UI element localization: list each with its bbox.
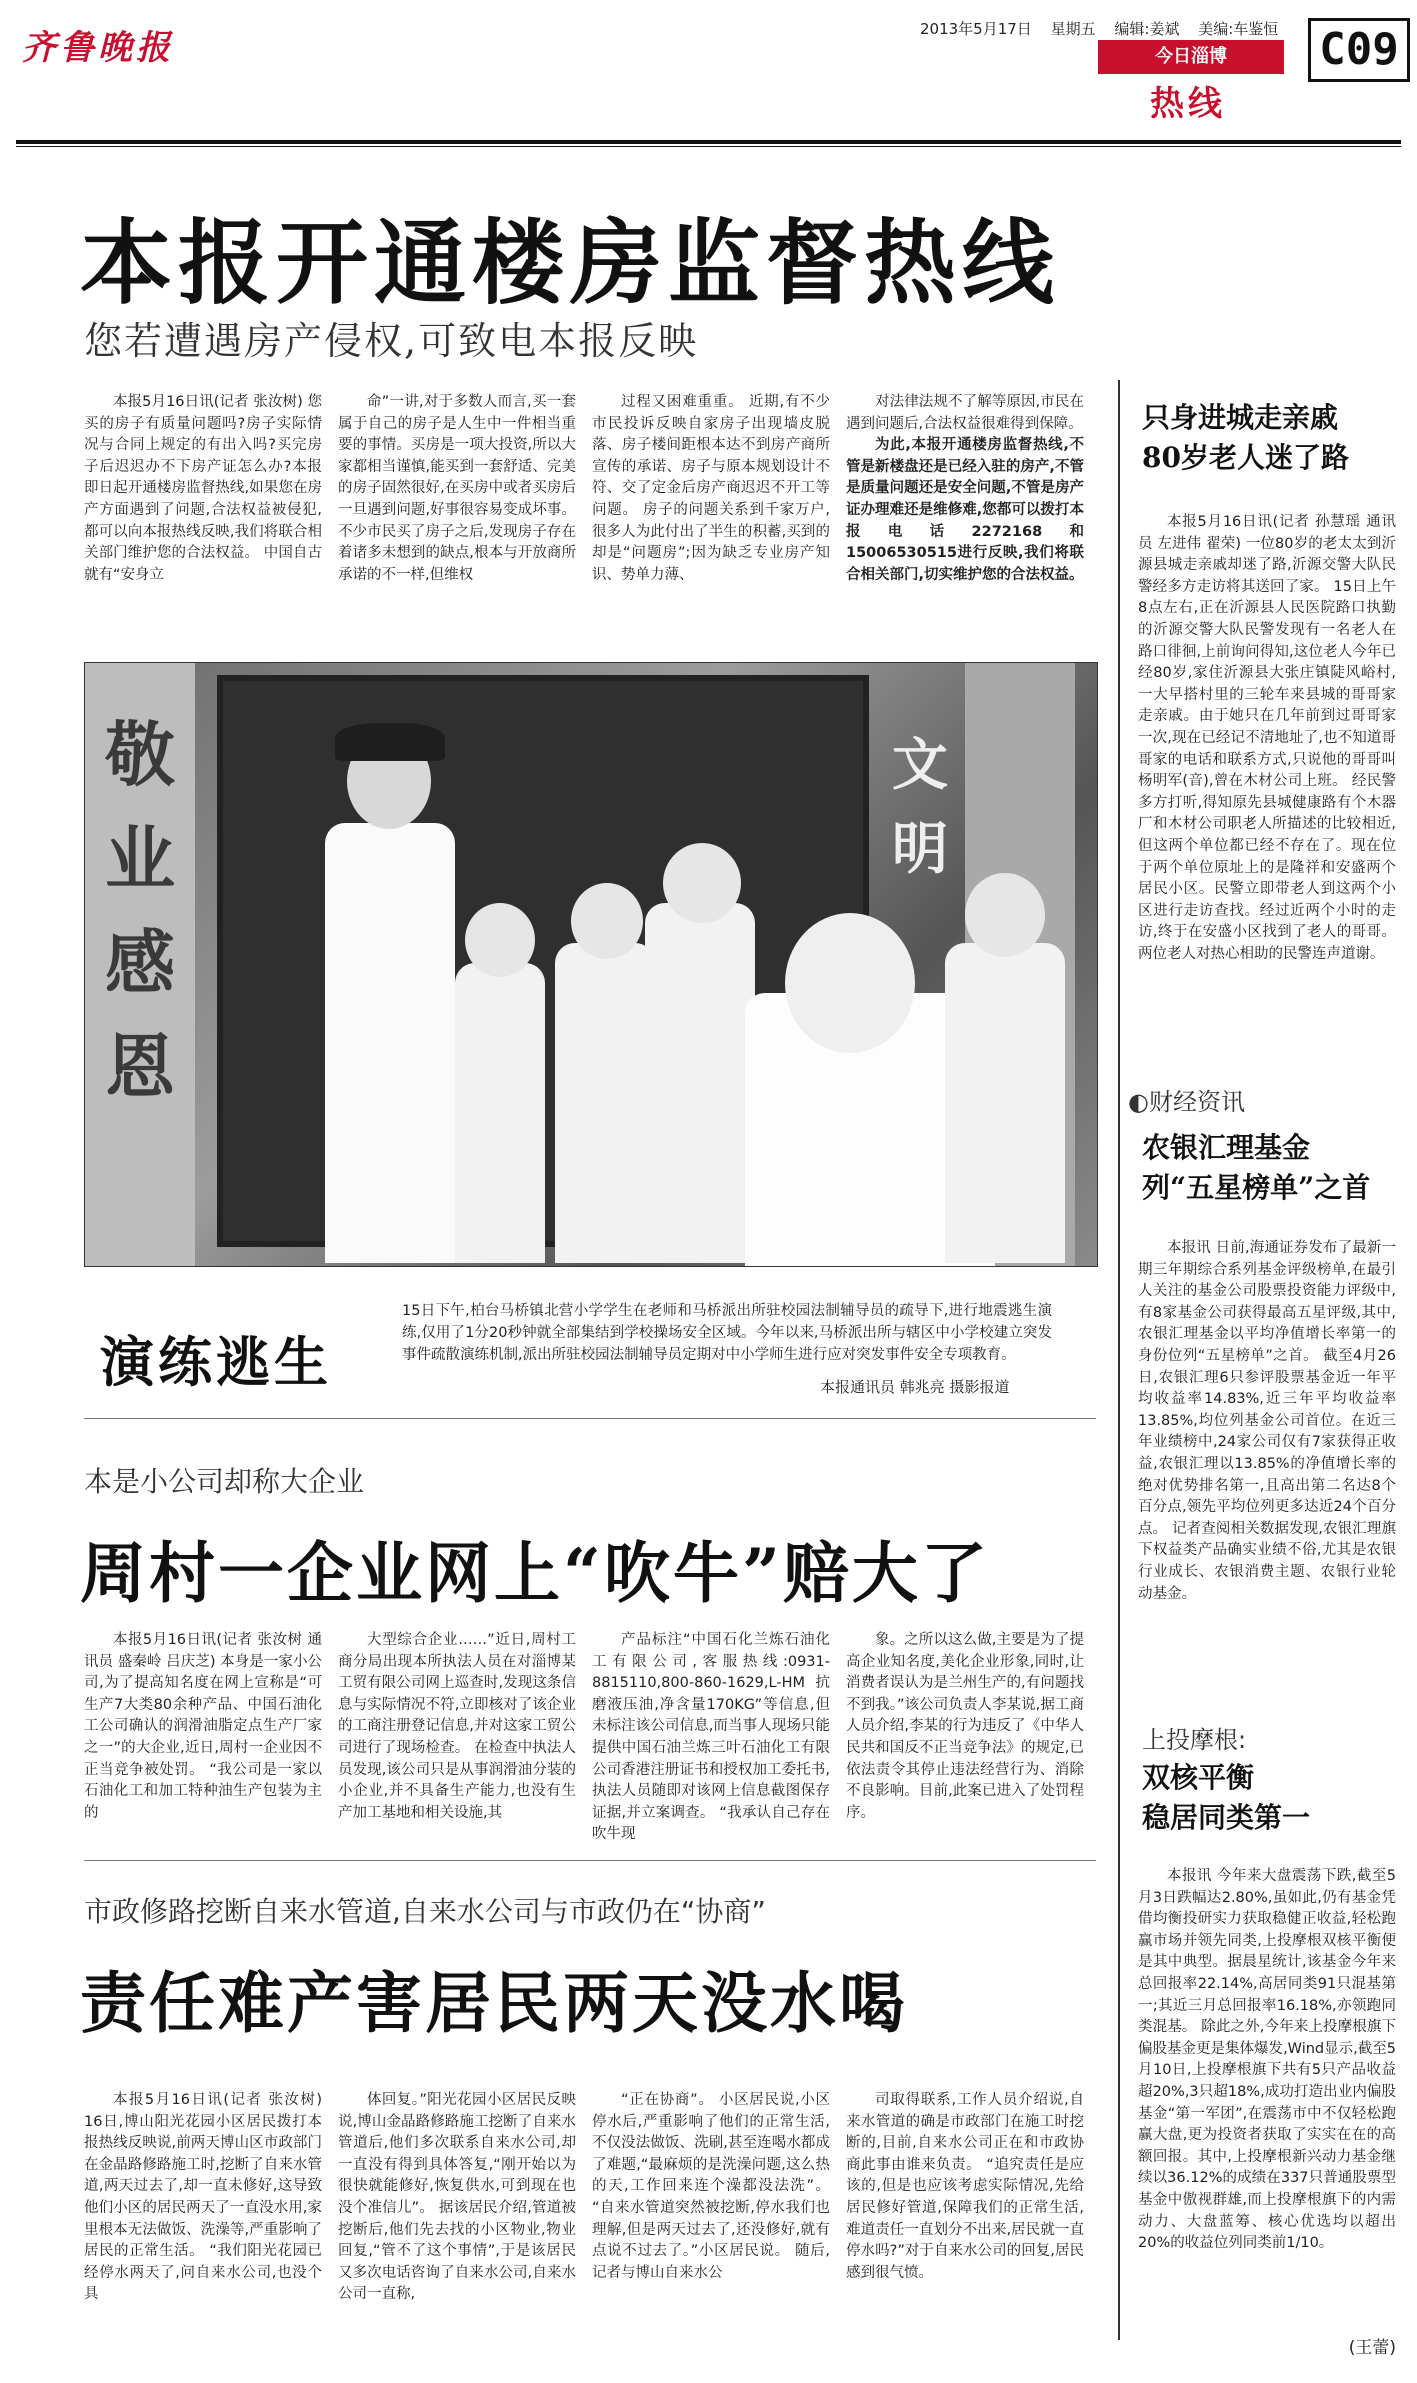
photo-child-body-2 (555, 943, 655, 1263)
sidebar-finance-kicker: ◐财经资讯 (1128, 1088, 1245, 1116)
photo-child-body-3 (645, 903, 755, 1263)
photo-caption-title: 演练逃生 (100, 1330, 332, 1394)
lead-column-2: 命”一讲,对于多数人而言,买一套属于自己的房子是人生中一件相当重要的事情。买房是一项大投资,所以大家都相当谨慎,能买到一套舒适、完美的房子固然很好,在买房中或者买房后一旦遇到问题,好事很容易变成坏事。不少市民买了房子之后,发现房子存在着诸多未想到的缺点,根本与开放商所承诺的不一样,但维权 (338, 394, 576, 583)
header-rule (16, 140, 1401, 144)
sidebar-divider (1118, 380, 1120, 2340)
story3-column-1: 本报5月16日讯(记者 张汝树) 16日,博山阳光花园小区居民拨打本报热线反映说,前两天博山区市政部门在金晶路修路施工时,挖断了自来水管道,两天过去了,却一直未修好,这导致他们小区的居民两天了一直没水用,家里根本无法做饭、洗澡等,严重影响了居民的正常生活。 “我们阳光花园已经停水两天了,问自来水公司,也没个具 (84, 2092, 322, 2303)
story3-headline: 责任难产害居民两天没水喝 (80, 1964, 908, 2042)
story3-column-3: “正在协商”。 小区居民说,小区停水后,严重影响了他们的正常生活,不仅没法做饭、洗刷,甚至连喝水都成了难题,“最麻烦的是洗澡问题,这么热的天,工作回来连个澡都没法洗”。 “自来水管道突然被挖断,停水我们也理解,但是两天过去了,还没修好,就有点说不过去了。”小区居民说。 随后,记者与博山自来水公 (592, 2092, 830, 2281)
photo-child-body-1 (455, 963, 545, 1263)
header-rule-thin (16, 146, 1401, 147)
sidebar-story2-text: 本报讯 日前,海通证券发布了最新一期三年期综合系列基金评级榜单,在最引人关注的基金公司股票投资能力评级中,有8家基金公司获得最高五星评级,其中,农银汇理基金以平均净值增长率第一的身份位列“五星榜单”之首。 截至4月26日,农银汇理6只参评股票基金近一年平均收益率14.83%,近三年平均收益率13.85%,均位列基金公司首位。在近三年业绩榜中,24家公司仅有7家获得正收益,农银汇理以13.85%的净值增长率的绝对优势排名第一,且高出第二名达8个百分点,领先平均位列更多达近24个百分点。 记者查阅相关数据发现,农银汇理旗下权益类产品确实业绩不俗,尤其是农银行业成长、农银消费主题、农银行业轮动基金。 (1138, 1240, 1396, 1602)
section-divider-1 (84, 1418, 1096, 1419)
sidebar-story3-title: 双核平衡 稳居同类第一 (1142, 1761, 1311, 1834)
photo-child-front-head (785, 913, 915, 1053)
photo-evacuation-drill (84, 662, 1098, 1267)
header-meta (920, 18, 1292, 39)
photo-sign-left: 敬业感恩 (105, 713, 175, 1108)
sidebar-story3-credit: (王蕾) (1348, 2338, 1396, 2358)
lead-column-4: 对法律法规不了解等原因,市民在遇到问题后,合法权益很难得到保障。 为此,本报开通楼房监督热线,不管是新楼盘还是已经入驻的房产,不管是质量问题还是安全问题,不管是房产证办理难还是维修难,您都可以拨打本报电话2272168和15006530515进行反映,我们将联合相关部门,切实维护您的合法权益。 (846, 394, 1084, 583)
issue-weekday: 星期五 (1050, 20, 1096, 38)
designer-credit: 美编:车鉴恒 (1198, 20, 1279, 38)
photo-officer-cap (335, 723, 445, 761)
sidebar-story1-text: 本报5月16日讯(记者 孙慧瑶 通讯员 左进伟 翟荣) 一位80岁的老太太到沂源县城走亲戚却迷了路,沂源交警大队民警经多方走访将其送回了家。 15日上午8点左右,正在沂源县人民医院路口执勤的沂源交警大队民警发现有一名老人在路口徘徊,上前询问得知,这位老人今年已经80岁,家住沂源县大张庄镇陡风峪村,一大早搭村里的三轮车来县城的哥哥家走亲戚。由于她只在几年前到过哥哥家一次,现在已经记不清地址了,也不知道哥哥家的电话和联系方式,只说他的哥哥叫杨明军(音),曾在木材公司上班。 经民警多方打听,得知原先县城健康路有个木器厂和木材公司职老人所描述的比较相近,但这两个单位都已经不存在了。现在位于两个单位原址上的是隆祥和安盛两个居民小区。民警立即带老人到这两个小区进行走访查找。经过近两个小时的走访,终于在安盛小区找到了老人的哥哥。两位老人对热心相助的民警连声道谢。 (1138, 514, 1396, 962)
lead-headline: 本报开通楼房监督热线 (80, 209, 1061, 317)
masthead-logo: 齐鲁晚报 (22, 28, 174, 68)
story3-column-2: 体回复。”阳光花园小区居民反映说,博山金晶路修路施工挖断了自来水管道后,他们多次联系自来水公司,却一直没有得到具体答复,“刚开始以为很快就能修好,恢复供水,可到现在也没个准信儿”。 据该居民介绍,管道被挖断后,他们先去找的小区物业,物业回复,“管不了这个事情”,于是该居民又多次电话咨询了自来水公司,自来水公司一直称, (338, 2092, 576, 2303)
lead-column-1: 本报5月16日讯(记者 张汝树) 您买的房子有质量问题吗?房子实际情况与合同上规定的有出入吗?买完房子后迟迟办不下房产证怎么办?本报即日起开通楼房监督热线,如果您在房产方面遇到了问题,合法权益被侵犯,都可以向本报热线反映,我们将联合相关部门维护您的合法权益。 中国自古就有“安身立 (84, 394, 322, 583)
editor-credit: 编辑:姜斌 (1114, 20, 1180, 38)
story2-headline: 周村一企业网上“吹牛”赔大了 (80, 1534, 990, 1612)
issue-date: 2013年5月17日 (920, 20, 1032, 38)
section-box: 今日淄博 (1098, 40, 1284, 74)
page-number: C09 (1308, 18, 1410, 82)
photo-officer-body (325, 823, 455, 1263)
story3-kicker: 市政修路挖断自来水管道,自来水公司与市政仍在“协商” (84, 1895, 766, 1928)
sidebar-story3-kicker: 上投摩根: (1142, 1726, 1247, 1754)
photo-child-head-4 (965, 873, 1045, 957)
story2-column-4: 象。之所以这么做,主要是为了提高企业知名度,美化企业形象,同时,让消费者误认为是兰州生产的,有问题找不到我。”该公司负责人李某说,据工商人员介绍,李某的行为违反了《中华人民共和国反不正当竞争法》的规定,已依法责令其停止违法经营行为、消除不良影响。目前,此案已进入了处罚程序。 (846, 1632, 1084, 1821)
section-divider-2 (84, 1860, 1096, 1861)
photo-sign-right: 文明 (892, 732, 948, 882)
story2-kicker: 本是小公司却称大企业 (84, 1465, 365, 1498)
story2-column-3: 产品标注“中国石化兰炼石油化工有限公司,客服热线:0931-8815110,800-860-1629,L-HM抗磨液压油,净含量170KG”等信息,但未标注该公司信息,而当事人现场只能提供中国石油兰炼三叶石油化工有限公司香港注册证书和授权加工委托书,执法人员随即对该网上信息截图保存证据,并立案调查。 “我承认自己存在吹牛现 (592, 1632, 830, 1843)
photo-child-head-1 (465, 903, 535, 977)
lead-subheadline: 您若遭遇房产侵权,可致电本报反映 (84, 319, 699, 363)
sidebar-story2-title: 农银汇理基金 列“五星榜单”之首 (1142, 1131, 1371, 1204)
photo-child-head-3 (663, 843, 741, 923)
photo-credit: 本报通讯员 韩兆亮 摄影报道 (820, 1378, 1010, 1396)
story2-column-1: 本报5月16日讯(记者 张汝树 通讯员 盛秦岭 吕庆芝) 本身是一家小公司,为了提高知名度在网上宣称是“可生产7大类80余种产品、中国石油化工公司确认的润滑油脂定点生产厂家之一”的大企业,近日,周村一企业因不正当竞争被处罚。 “我公司是一家以石油化工和加工特种油生产包装为主的 (84, 1632, 322, 1821)
story2-column-2: 大型综合企业……”近日,周村工商分局出现本所执法人员在对淄博某工贸有限公司网上巡查时,发现这条信息与实际情况不符,立即核对了该企业的工商注册登记信息,并对这家工贸公司进行了现场检查。 在检查中执法人员发现,该公司只是从事润滑油分装的小企业,并不具备生产能力,也没有生产加工基地和相关设施,其 (338, 1632, 576, 1821)
lead-column-3: 过程又困难重重。 近期,有不少市民投诉反映自家房子出现墙皮脱落、房子楼间距根本达不到房产商所宣传的承诺、房子与原本规划设计不符、交了定金后房产商迟迟不开工等问题。 房子的问题关系到千家万户,很多人为此付出了半生的积蓄,买到的却是“问题房”;因为缺乏专业房产知识、势单力薄、 (592, 394, 830, 583)
finance-bullet-icon: ◐ (1128, 1088, 1149, 1116)
photo-caption-text: 15日下午,柏台马桥镇北营小学学生在老师和马桥派出所驻校园法制辅导员的疏导下,进行地震逃生演练,仅用了1分20秒钟就全部集结到学校操场安全区域。今年以来,马桥派出所与辖区中小学校建立突发事件疏散演练机制,派出所驻校园法制辅导员定期对中小学师生进行应对突发事件安全专项教育。 (402, 1303, 1052, 1363)
story3-column-4: 司取得联系,工作人员介绍说,自来水管道的确是市政部门在施工时挖断的,目前,自来水公司正在和市政协商此事由谁来负责。 “追究责任是应该的,但是也应该考虑实际情况,先给居民修好管道,保障我们的正常生活,难道责任一直划分不出来,居民就一直停水吗?”对于自来水公司的回复,居民感到很气愤。 (846, 2092, 1084, 2281)
section-title: 热线 (1150, 84, 1226, 124)
photo-child-head-2 (571, 883, 643, 959)
sidebar-story3-text: 本报讯 今年来大盘震荡下跌,截至5月3日跌幅达2.80%,虽如此,仍有基金凭借均衡投研实力获取稳健正收益,轻松跑赢市场并领先同类,上投摩根双核平衡便是其中典型。据晨星统计,该基金今年来总回报率22.14%,高居同类91只混基第一;其近三月总回报率16.18%,亦领跑同类混基。 除此之外,今年来上投摩根旗下偏股基金更是集体爆发,Wind显示,截至5月10日,上投摩根旗下共有5只产品收益超20%,3只超18%,成功打造出业内偏股基金“第一军团”,在震荡市中不仅轻松跑赢大盘,更为投资者获取了实实在在的高额回报。其中,上投摩根新兴动力基金继续以36.12%的成绩在337只普通股票型基金中傲视群雄,而上投摩根旗下的内需动力、大盘蓝筹、核心优选均以超出20%的收益位列同类前1/10。 (1138, 1868, 1396, 2252)
photo-child-body-4 (945, 943, 1065, 1263)
sidebar-story1-title: 只身进城走亲戚 80岁老人迷了路 (1142, 401, 1349, 474)
